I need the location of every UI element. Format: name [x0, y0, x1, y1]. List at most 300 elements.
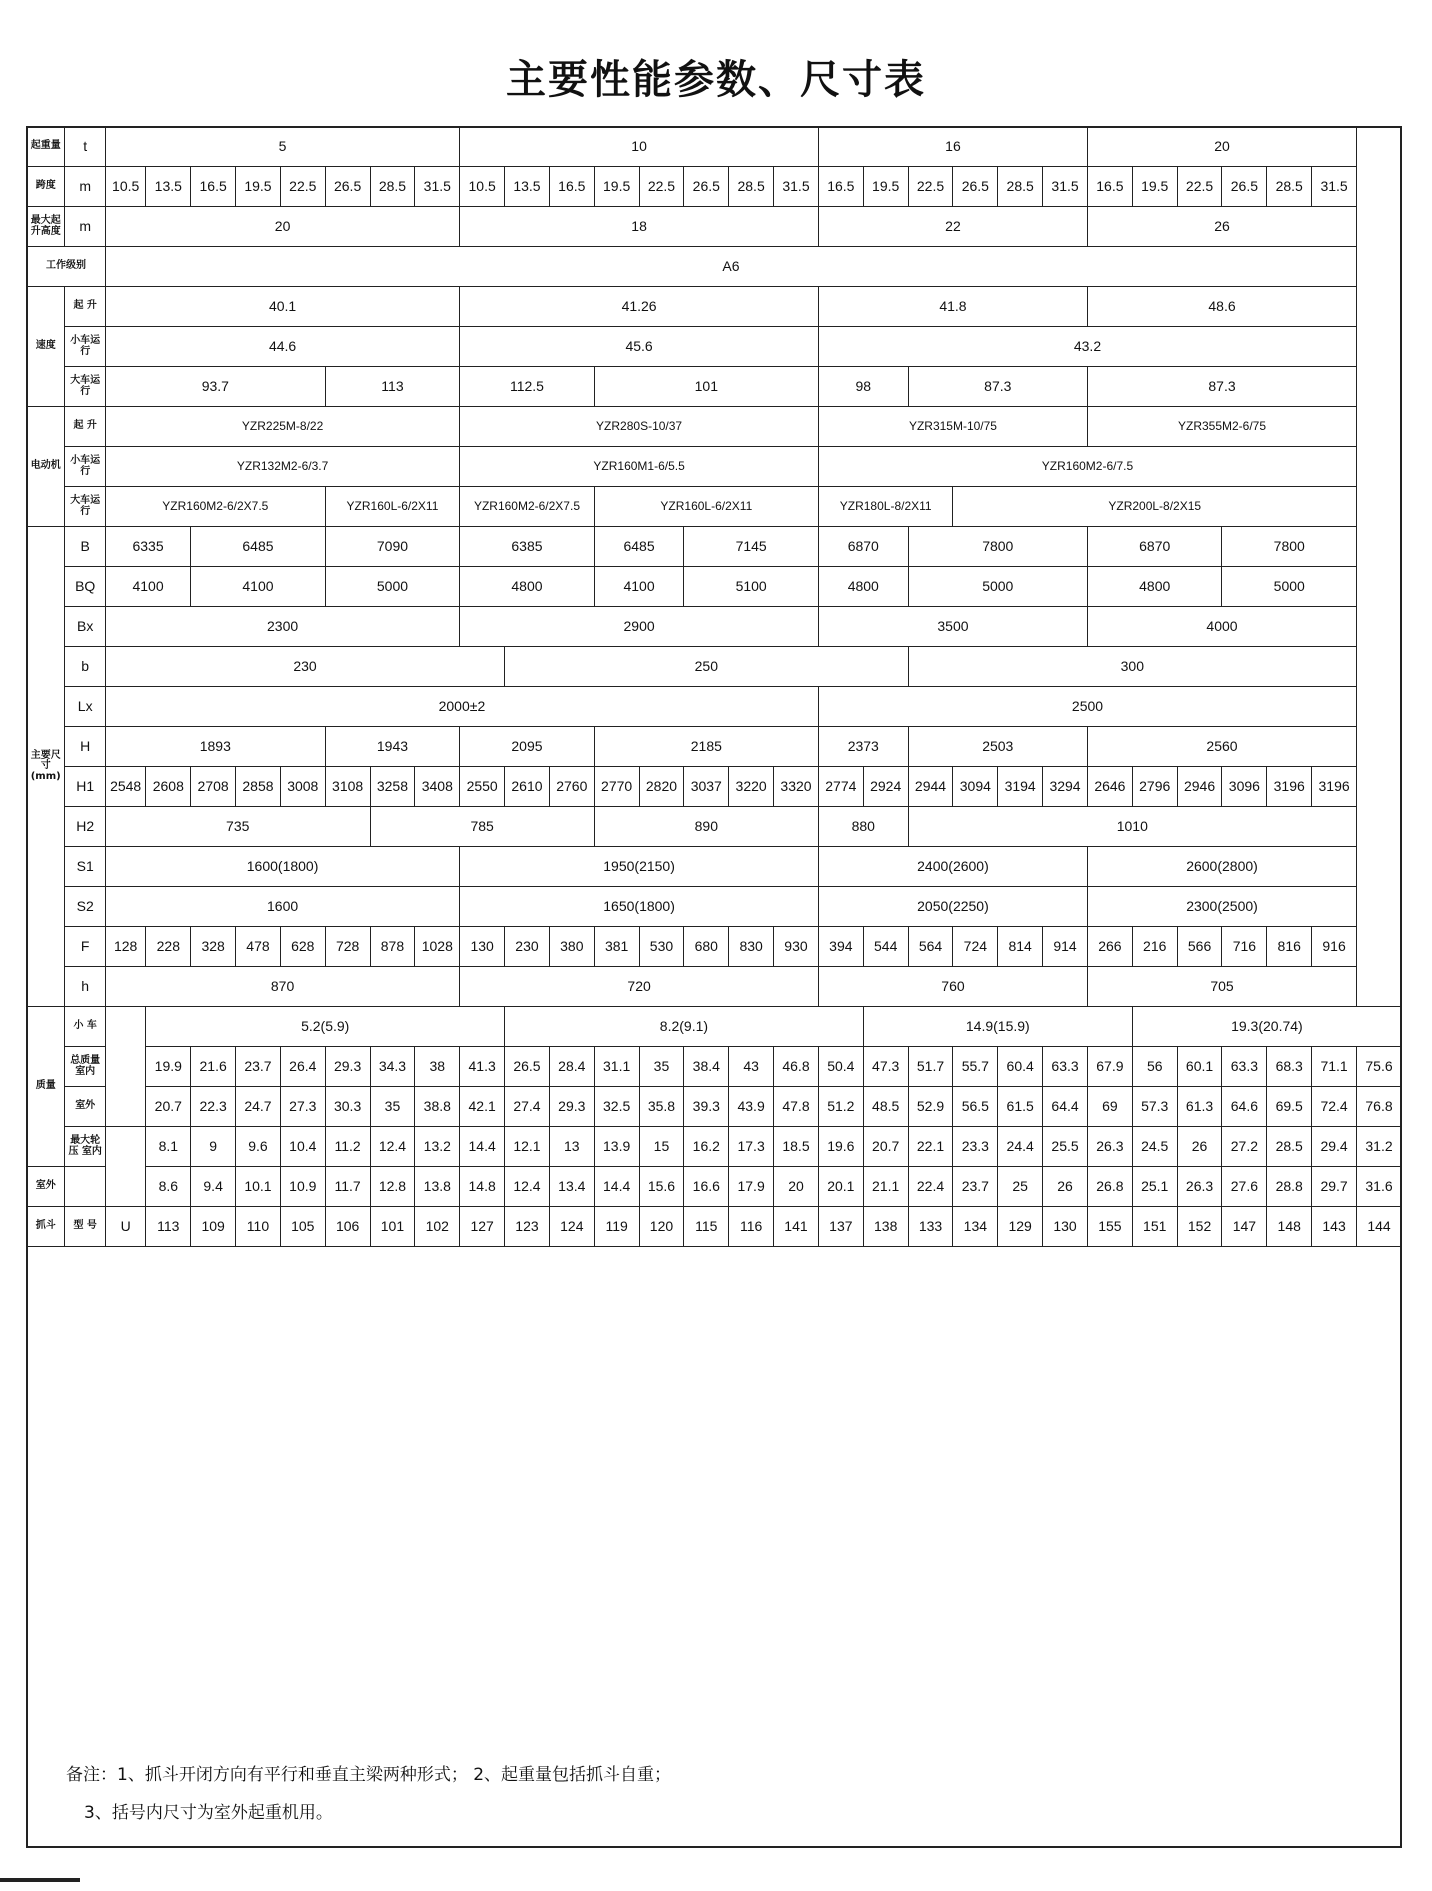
- table-cell: 2500: [818, 687, 1356, 727]
- table-cell: 9: [191, 1127, 236, 1167]
- table-cell: 43.2: [818, 327, 1356, 367]
- table-cell: 2820: [639, 767, 684, 807]
- table-cell: 2608: [146, 767, 191, 807]
- table-cell: 3037: [684, 767, 729, 807]
- table-cell: 2946: [1177, 767, 1222, 807]
- table-cell: 19.5: [1132, 167, 1177, 207]
- table-cell: 381: [594, 927, 639, 967]
- table-cell: 11.2: [325, 1127, 370, 1167]
- table-cell: 50.4: [818, 1047, 863, 1087]
- table-cell: 250: [505, 647, 909, 687]
- table-cell: 720: [460, 967, 819, 1007]
- table-cell: 300: [908, 647, 1356, 687]
- table-cell: 4800: [460, 567, 594, 607]
- table-cell: 26: [1177, 1127, 1222, 1167]
- table-cell: YZR160L-6/2X11: [325, 487, 460, 527]
- table-row: [27, 1167, 1402, 1207]
- table-cell: 2924: [863, 767, 908, 807]
- table-cell: 2503: [908, 727, 1087, 767]
- table-row: [27, 567, 1402, 607]
- table-cell: 17.9: [729, 1167, 774, 1207]
- table-row: [27, 1127, 1402, 1167]
- table-cell: 34.3: [370, 1047, 415, 1087]
- table-cell: t: [65, 127, 105, 167]
- table-cell: 628: [280, 927, 325, 967]
- table-cell: 878: [370, 927, 415, 967]
- table-cell: 2095: [460, 727, 594, 767]
- table-cell: 4100: [105, 567, 190, 607]
- table-cell: Lx: [65, 687, 105, 727]
- table-row: [27, 327, 1402, 367]
- table-row: [27, 407, 1402, 447]
- table-cell: 起 升: [65, 407, 105, 447]
- table-cell: 19.9: [146, 1047, 191, 1087]
- table-cell: 2600(2800): [1087, 847, 1356, 887]
- table-cell: 21.6: [191, 1047, 236, 1087]
- table-cell: 119: [594, 1207, 639, 1247]
- table-cell: 130: [1043, 1207, 1088, 1247]
- table-cell: 8.2(9.1): [505, 1007, 864, 1047]
- table-cell: 30.3: [325, 1087, 370, 1127]
- table-cell: 60.1: [1177, 1047, 1222, 1087]
- table-cell: 1600: [105, 887, 459, 927]
- table-cell: 19.5: [863, 167, 908, 207]
- table-cell: 16.5: [1087, 167, 1132, 207]
- table-cell: m: [65, 167, 105, 207]
- table-cell: B: [65, 527, 105, 567]
- table-cell: 230: [505, 927, 550, 967]
- table-cell: 76.8: [1357, 1087, 1402, 1127]
- table-row: [27, 287, 1402, 327]
- table-cell: F: [65, 927, 105, 967]
- table-cell: 26.5: [505, 1047, 550, 1087]
- table-cell: 28.5: [1267, 1127, 1312, 1167]
- table-cell: 13.2: [415, 1127, 460, 1167]
- table-cell: 14.4: [460, 1127, 505, 1167]
- table-cell: 主要尺寸(mm): [27, 527, 65, 1007]
- table-cell: 起 升: [65, 287, 105, 327]
- spec-table: [26, 126, 1402, 1247]
- table-cell: 101: [594, 367, 818, 407]
- table-cell: YZR200L-8/2X15: [953, 487, 1357, 527]
- table-cell: 5100: [684, 567, 819, 607]
- table-cell: 19.5: [594, 167, 639, 207]
- table-cell: 27.2: [1222, 1127, 1267, 1167]
- table-cell: 25.1: [1132, 1167, 1177, 1207]
- table-cell: 14.8: [460, 1167, 505, 1207]
- table-cell: 3196: [1312, 767, 1357, 807]
- table-cell: 16.2: [684, 1127, 729, 1167]
- table-cell: [105, 1127, 145, 1207]
- table-cell: 67.9: [1087, 1047, 1132, 1087]
- table-cell: 98: [818, 367, 908, 407]
- table-cell: 124: [549, 1207, 594, 1247]
- table-cell: 29.4: [1312, 1127, 1357, 1167]
- table-cell: 小车运行: [65, 327, 105, 367]
- table-cell: 43.9: [729, 1087, 774, 1127]
- table-cell: 26.8: [1087, 1167, 1132, 1207]
- table-cell: 1600(1800): [105, 847, 459, 887]
- table-cell: 48.6: [1087, 287, 1356, 327]
- table-cell: 3196: [1267, 767, 1312, 807]
- table-cell: 716: [1222, 927, 1267, 967]
- table-cell: 15: [639, 1127, 684, 1167]
- table-row: [27, 247, 1402, 287]
- table-cell: 12.1: [505, 1127, 550, 1167]
- table-cell: 6485: [594, 527, 684, 567]
- table-cell: 155: [1087, 1207, 1132, 1247]
- table-cell: 144: [1357, 1207, 1402, 1247]
- table-cell: 530: [639, 927, 684, 967]
- table-cell: 35: [370, 1087, 415, 1127]
- table-cell: 143: [1312, 1207, 1357, 1247]
- table-cell: 12.8: [370, 1167, 415, 1207]
- table-cell: 64.4: [1043, 1087, 1088, 1127]
- table-cell: 2550: [460, 767, 505, 807]
- table-cell: 63.3: [1222, 1047, 1267, 1087]
- table-cell: 735: [105, 807, 370, 847]
- table-cell: 544: [863, 927, 908, 967]
- table-cell: 69: [1087, 1087, 1132, 1127]
- table-cell: 152: [1177, 1207, 1222, 1247]
- table-cell: 478: [236, 927, 281, 967]
- table-cell: 1010: [908, 807, 1356, 847]
- table-row: [27, 807, 1402, 847]
- table-cell: 31.5: [415, 167, 460, 207]
- table-cell: YZR132M2-6/3.7: [105, 447, 459, 487]
- table-cell: 20.7: [863, 1127, 908, 1167]
- table-cell: 23.3: [953, 1127, 998, 1167]
- table-cell: 35: [639, 1047, 684, 1087]
- table-cell: 760: [818, 967, 1087, 1007]
- table-cell: 22.4: [908, 1167, 953, 1207]
- table-cell: 28.5: [729, 167, 774, 207]
- table-cell: 3220: [729, 767, 774, 807]
- table-cell: 最大轮压 室内: [65, 1127, 105, 1167]
- table-cell: 26.5: [684, 167, 729, 207]
- table-cell: 25: [998, 1167, 1043, 1207]
- table-cell: 38.8: [415, 1087, 460, 1127]
- table-cell: 10: [460, 127, 819, 167]
- table-cell: 51.2: [818, 1087, 863, 1127]
- table-cell: 5: [105, 127, 459, 167]
- table-cell: 20.1: [818, 1167, 863, 1207]
- table-cell: 速度: [27, 287, 65, 407]
- table-cell: 3320: [774, 767, 819, 807]
- table-cell: 13.8: [415, 1167, 460, 1207]
- table-cell: 大车运行: [65, 367, 105, 407]
- table-cell: 起重量: [27, 127, 65, 167]
- table-cell: 29.3: [549, 1087, 594, 1127]
- table-cell: 138: [863, 1207, 908, 1247]
- table-cell: 129: [998, 1207, 1043, 1247]
- table-cell: 71.1: [1312, 1047, 1357, 1087]
- table-cell: 680: [684, 927, 729, 967]
- table-cell: 22.1: [908, 1127, 953, 1167]
- table-cell: 101: [370, 1207, 415, 1247]
- table-cell: 148: [1267, 1207, 1312, 1247]
- table-cell: 2944: [908, 767, 953, 807]
- table-cell: 2373: [818, 727, 908, 767]
- table-cell: YZR180L-8/2X11: [818, 487, 952, 527]
- table-cell: 328: [191, 927, 236, 967]
- table-cell: 46.8: [774, 1047, 819, 1087]
- table-row: [27, 727, 1402, 767]
- table-cell: 8.1: [146, 1127, 191, 1167]
- table-cell: YZR160L-6/2X11: [594, 487, 818, 527]
- table-cell: 880: [818, 807, 908, 847]
- table-cell: 16.6: [684, 1167, 729, 1207]
- table-cell: 22.5: [280, 167, 325, 207]
- table-cell: 380: [549, 927, 594, 967]
- table-cell: 6385: [460, 527, 594, 567]
- table-cell: 1028: [415, 927, 460, 967]
- table-cell: 26.3: [1177, 1167, 1222, 1207]
- table-row: [27, 367, 1402, 407]
- notes: [66, 1756, 671, 1832]
- table-cell: 15.6: [639, 1167, 684, 1207]
- table-cell: 48.5: [863, 1087, 908, 1127]
- table-cell: 1943: [325, 727, 460, 767]
- table-row: [27, 887, 1402, 927]
- table-cell: [105, 1007, 145, 1127]
- corner-mark: [0, 1878, 80, 1882]
- table-cell: 31.5: [1312, 167, 1357, 207]
- table-cell: 106: [325, 1207, 370, 1247]
- table-cell: 102: [415, 1207, 460, 1247]
- table-cell: 109: [191, 1207, 236, 1247]
- table-cell: 28.5: [1267, 167, 1312, 207]
- table-cell: 2774: [818, 767, 863, 807]
- table-cell: 10.5: [460, 167, 505, 207]
- table-cell: 2050(2250): [818, 887, 1087, 927]
- table-cell: 2300: [105, 607, 459, 647]
- table-cell: A6: [105, 247, 1356, 287]
- table-cell: H: [65, 727, 105, 767]
- table-cell: 16.5: [549, 167, 594, 207]
- table-cell: 72.4: [1312, 1087, 1357, 1127]
- table-cell: 19.6: [818, 1127, 863, 1167]
- table-cell: 5000: [908, 567, 1087, 607]
- table-row: [27, 687, 1402, 727]
- table-cell: 9.4: [191, 1167, 236, 1207]
- table-cell: 26: [1087, 207, 1356, 247]
- table-cell: 5000: [1222, 567, 1357, 607]
- table-cell: 93.7: [105, 367, 325, 407]
- table-cell: 916: [1312, 927, 1357, 967]
- table-cell: 43: [729, 1047, 774, 1087]
- table-cell: 724: [953, 927, 998, 967]
- table-cell: Bx: [65, 607, 105, 647]
- table-cell: 87.3: [1087, 367, 1356, 407]
- table-cell: 75.6: [1357, 1047, 1402, 1087]
- table-cell: 20: [1087, 127, 1356, 167]
- table-cell: 120: [639, 1207, 684, 1247]
- table-row: [27, 1047, 1402, 1087]
- table-cell: 22.3: [191, 1087, 236, 1127]
- table-row: [27, 767, 1402, 807]
- table-cell: S1: [65, 847, 105, 887]
- table-cell: 24.4: [998, 1127, 1043, 1167]
- table-cell: 128: [105, 927, 145, 967]
- table-cell: 32.5: [594, 1087, 639, 1127]
- table-row: [27, 607, 1402, 647]
- table-cell: 45.6: [460, 327, 819, 367]
- table-cell: 29.7: [1312, 1167, 1357, 1207]
- table-cell: 7800: [1222, 527, 1357, 567]
- table-cell: 38.4: [684, 1047, 729, 1087]
- table-cell: 最大起升高度: [27, 207, 65, 247]
- table-cell: 27.6: [1222, 1167, 1267, 1207]
- table-cell: YZR355M2-6/75: [1087, 407, 1356, 447]
- table-cell: 10.1: [236, 1167, 281, 1207]
- table-cell: S2: [65, 887, 105, 927]
- table-cell: 11.7: [325, 1167, 370, 1207]
- table-cell: 51.7: [908, 1047, 953, 1087]
- table-cell: 8.6: [146, 1167, 191, 1207]
- table-cell: 22.5: [1177, 167, 1222, 207]
- table-cell: 60.4: [998, 1047, 1043, 1087]
- table-cell: 16: [818, 127, 1087, 167]
- table-cell: 3096: [1222, 767, 1267, 807]
- table-cell: 2548: [105, 767, 145, 807]
- table-cell: 41.8: [818, 287, 1087, 327]
- table-cell: 14.9(15.9): [863, 1007, 1132, 1047]
- table-cell: 1650(1800): [460, 887, 819, 927]
- table-cell: 26.3: [1087, 1127, 1132, 1167]
- table-cell: 914: [1043, 927, 1088, 967]
- table-cell: 2000±2: [105, 687, 818, 727]
- table-cell: 2770: [594, 767, 639, 807]
- table-cell: 25.5: [1043, 1127, 1088, 1167]
- table-cell: 14.4: [594, 1167, 639, 1207]
- table-cell: 22: [818, 207, 1087, 247]
- table-cell: YZR160M2-6/2X7.5: [105, 487, 325, 527]
- table-cell: 6335: [105, 527, 190, 567]
- table-cell: 10.9: [280, 1167, 325, 1207]
- table-cell: 29.3: [325, 1047, 370, 1087]
- table-row: [27, 167, 1402, 207]
- table-cell: 20: [105, 207, 459, 247]
- table-cell: 3258: [370, 767, 415, 807]
- table-cell: 总质量 室内: [65, 1047, 105, 1087]
- table-cell: 890: [594, 807, 818, 847]
- table-cell: H2: [65, 807, 105, 847]
- table-cell: 3408: [415, 767, 460, 807]
- table-cell: 930: [774, 927, 819, 967]
- table-cell: 2858: [236, 767, 281, 807]
- table-cell: 55.7: [953, 1047, 998, 1087]
- table-cell: 19.5: [236, 167, 281, 207]
- table-cell: 19.3(20.74): [1132, 1007, 1401, 1047]
- table-cell: 2610: [505, 767, 550, 807]
- table-cell: 2796: [1132, 767, 1177, 807]
- table-cell: 105: [280, 1207, 325, 1247]
- table-cell: 20: [774, 1167, 819, 1207]
- table-cell: 大车运行: [65, 487, 105, 527]
- table-cell: 3094: [953, 767, 998, 807]
- table-cell: 394: [818, 927, 863, 967]
- table-cell: 69.5: [1267, 1087, 1312, 1127]
- table-cell: 28.8: [1267, 1167, 1312, 1207]
- table-cell: 22.5: [639, 167, 684, 207]
- table-cell: 2708: [191, 767, 236, 807]
- table-cell: 830: [729, 927, 774, 967]
- table-cell: 40.1: [105, 287, 459, 327]
- table-cell: 130: [460, 927, 505, 967]
- table-cell: 31.5: [774, 167, 819, 207]
- table-cell: 21.1: [863, 1167, 908, 1207]
- table-cell: 23.7: [953, 1167, 998, 1207]
- table-cell: 2646: [1087, 767, 1132, 807]
- table-cell: 小 车: [65, 1007, 105, 1047]
- table-cell: 6870: [1087, 527, 1221, 567]
- table-cell: 1950(2150): [460, 847, 819, 887]
- table-cell: 870: [105, 967, 459, 1007]
- table-cell: 12.4: [505, 1167, 550, 1207]
- table-cell: 27.4: [505, 1087, 550, 1127]
- table-cell: 1893: [105, 727, 325, 767]
- table-cell: 16.5: [818, 167, 863, 207]
- table-cell: 工作级别: [27, 247, 106, 287]
- table-cell: 抓斗: [27, 1207, 65, 1247]
- table-row: [27, 927, 1402, 967]
- table-row: [27, 487, 1402, 527]
- table-cell: 31.2: [1357, 1127, 1402, 1167]
- table-cell: 52.9: [908, 1087, 953, 1127]
- table-cell: 4100: [594, 567, 684, 607]
- table-cell: 10.4: [280, 1127, 325, 1167]
- table-cell: 41.3: [460, 1047, 505, 1087]
- table-cell: 64.6: [1222, 1087, 1267, 1127]
- table-cell: 12.4: [370, 1127, 415, 1167]
- table-cell: 18.5: [774, 1127, 819, 1167]
- table-cell: 质量: [27, 1007, 65, 1167]
- table-cell: 31.1: [594, 1047, 639, 1087]
- table-cell: 115: [684, 1207, 729, 1247]
- table-cell: 151: [1132, 1207, 1177, 1247]
- table-cell: 56.5: [953, 1087, 998, 1127]
- table-cell: 134: [953, 1207, 998, 1247]
- table-cell: 63.3: [1043, 1047, 1088, 1087]
- table-cell: 566: [1177, 927, 1222, 967]
- table-cell: 3108: [325, 767, 370, 807]
- table-cell: 28.4: [549, 1047, 594, 1087]
- table-cell: 13.4: [549, 1167, 594, 1207]
- table-cell: 20.7: [146, 1087, 191, 1127]
- table-cell: 13.5: [146, 167, 191, 207]
- table-cell: 13.9: [594, 1127, 639, 1167]
- table-cell: 2400(2600): [818, 847, 1087, 887]
- table-cell: 10.5: [105, 167, 145, 207]
- table-cell: 41.26: [460, 287, 819, 327]
- table-cell: 68.3: [1267, 1047, 1312, 1087]
- table-cell: 24.5: [1132, 1127, 1177, 1167]
- page-title: 主要性能参数、尺寸表: [506, 57, 926, 103]
- table-cell: 6485: [191, 527, 325, 567]
- table-cell: 5.2(5.9): [146, 1007, 505, 1047]
- table-cell: 56: [1132, 1047, 1177, 1087]
- table-cell: 28.5: [370, 167, 415, 207]
- table-cell: 电动机: [27, 407, 65, 527]
- table-cell: 6870: [818, 527, 908, 567]
- table-cell: 28.5: [998, 167, 1043, 207]
- table-cell: 26.5: [325, 167, 370, 207]
- table-cell: 3194: [998, 767, 1043, 807]
- table-cell: 13: [549, 1127, 594, 1167]
- table-cell: 室外: [65, 1087, 105, 1127]
- table-cell: 147: [1222, 1207, 1267, 1247]
